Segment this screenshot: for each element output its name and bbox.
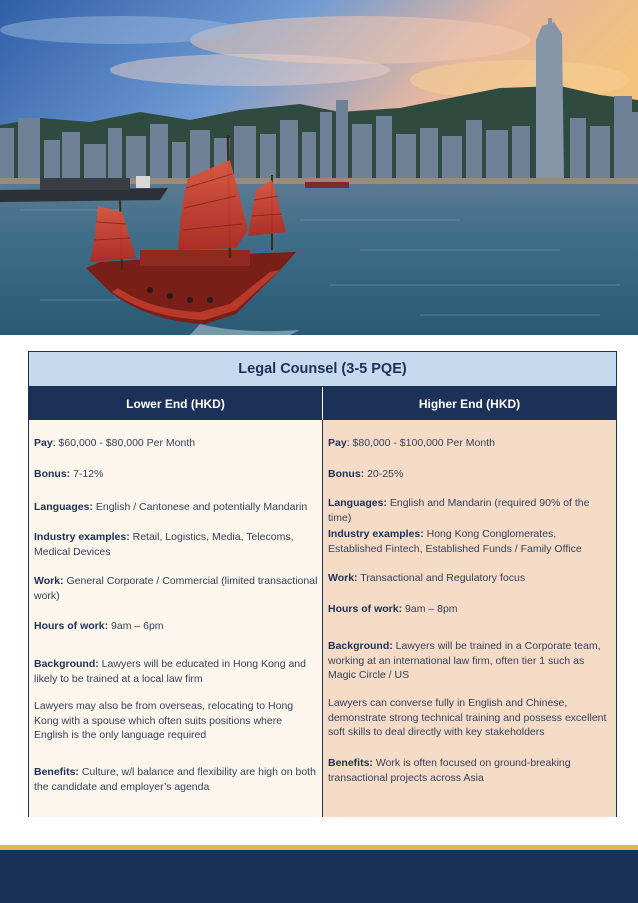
languages-value: English and Mandarin (required 90% of the time) bbox=[328, 497, 590, 524]
benefits-label: Benefits: bbox=[328, 757, 373, 769]
salary-comparison-table bbox=[28, 351, 617, 817]
benefits-item bbox=[34, 765, 318, 794]
hong-kong-harbour-illustration bbox=[0, 0, 638, 335]
benefits-item bbox=[328, 756, 612, 785]
pay-value: : $80,000 - $100,000 Per Month bbox=[346, 437, 495, 449]
industry-item bbox=[34, 530, 318, 559]
background-value: Lawyers will be educated in Hong Kong and likely to be trained at a local law firm bbox=[34, 658, 306, 685]
pay-item bbox=[328, 436, 612, 451]
industry-value: Retail, Logistics, Media, Telecoms, Medical Devices bbox=[34, 531, 294, 558]
hours-value: 9am – 6pm bbox=[108, 620, 164, 632]
bonus-label: Bonus: bbox=[328, 468, 365, 480]
hours-item bbox=[328, 602, 612, 617]
bonus-value: 7-12% bbox=[70, 468, 104, 480]
languages-label: Languages: bbox=[34, 501, 93, 513]
work-item bbox=[328, 571, 612, 586]
industry-value: Hong Kong Conglomerates, Established Fintech, Established Funds / Family Office bbox=[328, 528, 582, 555]
background-label: Background: bbox=[34, 658, 99, 670]
work-value: Transactional and Regulatory focus bbox=[357, 572, 526, 584]
benefits-label: Benefits: bbox=[34, 766, 79, 778]
bonus-label: Bonus: bbox=[34, 468, 71, 480]
pay-item bbox=[34, 436, 318, 451]
bonus-item bbox=[34, 467, 318, 482]
benefits-value: Culture, w/l balance and flexibility are high on both the candidate and employer’s agenda bbox=[34, 766, 316, 793]
industry-label: Industry examples: bbox=[328, 528, 424, 540]
languages-item bbox=[328, 496, 612, 525]
hours-value: 9am – 8pm bbox=[402, 603, 458, 615]
languages-label: Languages: bbox=[328, 497, 387, 509]
background-label: Background: bbox=[328, 640, 393, 652]
pay-value: : $60,000 - $80,000 Per Month bbox=[52, 437, 196, 449]
background-item bbox=[34, 657, 318, 686]
bonus-value: 20-25% bbox=[364, 468, 404, 480]
pay-label: Pay bbox=[328, 437, 347, 449]
work-value: General Corporate / Commercial (limited transactional work) bbox=[34, 575, 318, 602]
lower-end-column bbox=[29, 420, 323, 817]
work-label: Work: bbox=[34, 575, 64, 587]
table-header-row bbox=[29, 387, 616, 420]
work-label: Work: bbox=[328, 572, 358, 584]
lower-end-header: Lower End (HKD) bbox=[29, 387, 323, 420]
bonus-item bbox=[328, 467, 612, 482]
skills-item: Lawyers can converse fully in English and Chinese, demonstrate strong technical training and possess excellent soft skills to deal directly with key stakeholders bbox=[328, 697, 607, 738]
overseas-item: Lawyers may also be from overseas, relocating to Hong Kong with a spouse which often suits positions where English is the only language required bbox=[34, 700, 294, 741]
table-body-row bbox=[29, 420, 616, 817]
pay-label: Pay bbox=[34, 437, 53, 449]
hours-label: Hours of work: bbox=[34, 620, 109, 632]
languages-value: English / Cantonese and potentially Mandarin bbox=[92, 501, 308, 513]
footer-band bbox=[0, 850, 638, 903]
background-value: Lawyers will be trained in a Corporate team, working at an international law firm, often tier 1 such as Magic Circle / US bbox=[328, 640, 601, 681]
benefits-value: Work is often focused on ground-breaking transactional projects across Asia bbox=[328, 757, 571, 784]
hours-item bbox=[34, 619, 318, 634]
languages-item bbox=[34, 500, 318, 515]
industry-item bbox=[328, 527, 612, 556]
background-item bbox=[328, 639, 612, 683]
higher-end-column bbox=[323, 420, 616, 817]
hero-photo bbox=[0, 0, 638, 335]
hours-label: Hours of work: bbox=[328, 603, 403, 615]
higher-end-header: Higher End (HKD) bbox=[418, 396, 521, 411]
table-title: Legal Counsel (3-5 PQE) bbox=[29, 352, 616, 387]
industry-label: Industry examples: bbox=[34, 531, 130, 543]
work-item bbox=[34, 574, 318, 603]
